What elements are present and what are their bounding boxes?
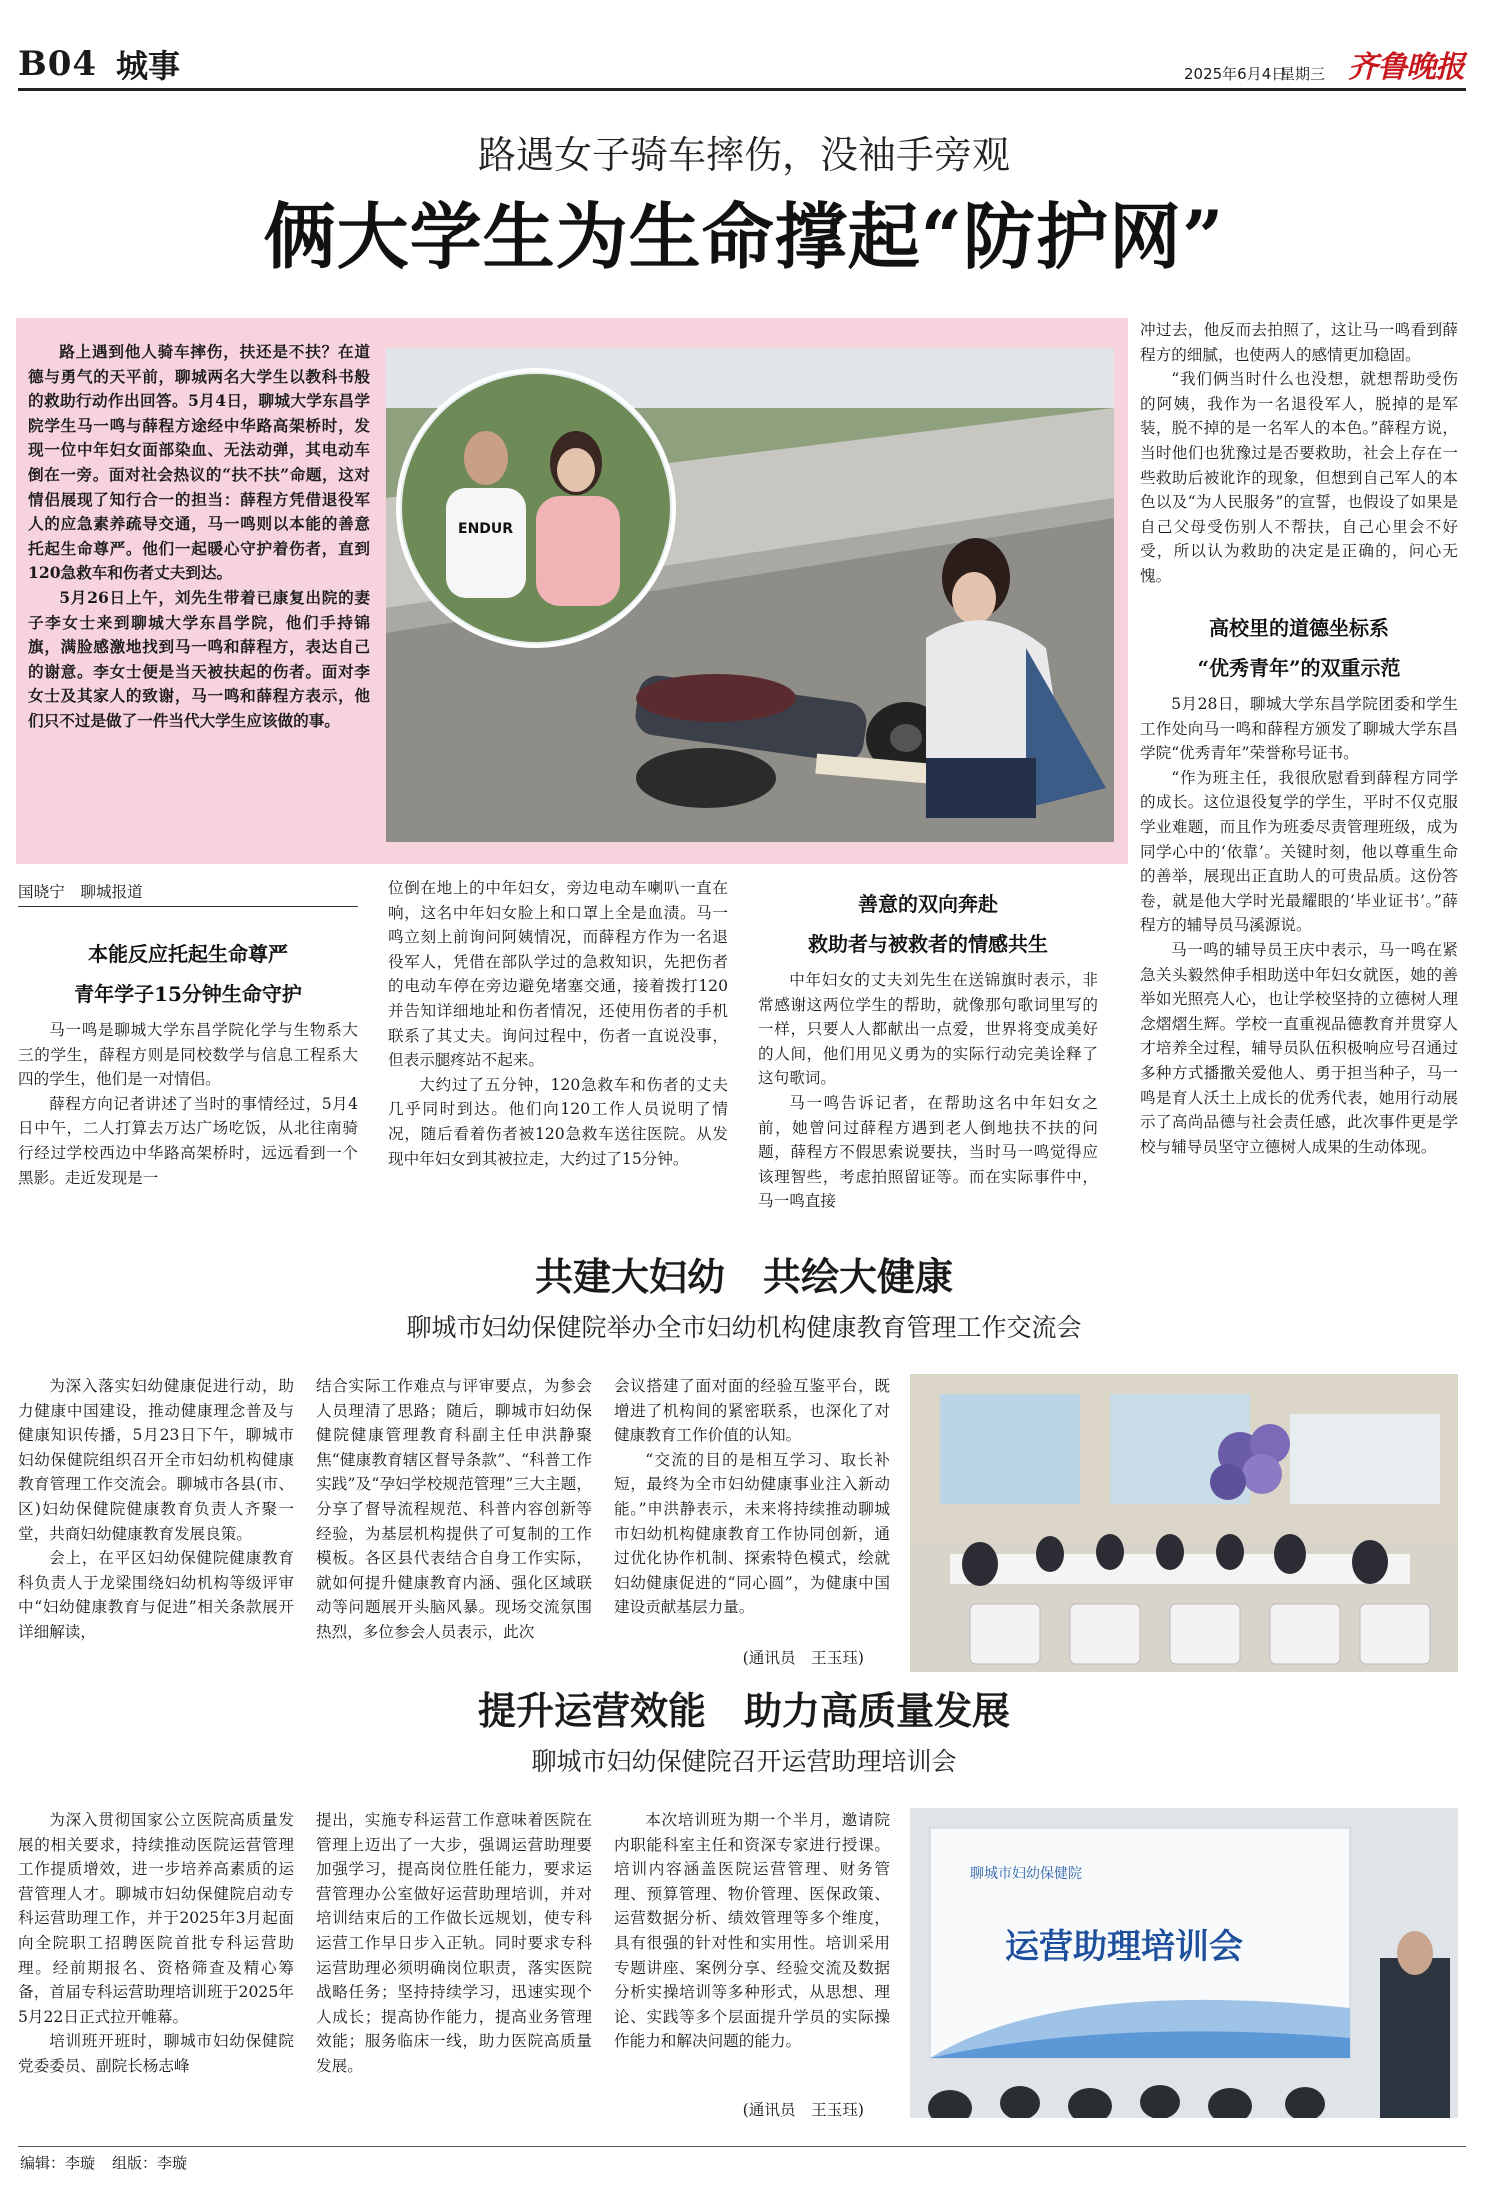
lead-text [28, 340, 370, 734]
screen-title-text: 运营助理培训会 [1005, 1927, 1243, 1967]
body-paragraph: 为深入落实妇幼健康促进行动，助力健康中国建设，推动健康理念普及与健康知识传播，5月23日下午，聊城市妇幼保健院组织召开全市妇幼机构健康教育管理工作交流会。聊城市各县(市、区)妇幼保健院健康教育负责人齐聚一堂，共商妇幼健康教育发展良策。 [18, 1377, 294, 1543]
article2-col2 [316, 1374, 592, 1645]
body-paragraph: 马一鸣的辅导员王庆中表示，马一鸣在紧急关头毅然伸手相助送中年妇女就医，她的善举如光照亮人心，也让学校坚持的立德树人理念熠熠生辉。学校一直重视品德教育并贯穿人才培养全过程，辅导员队伍积极响应号召通过多种方式播撒关爱他人、勇于担当种子，马一鸣是育人沃土上成长的优秀代表，她用行动展示了高尚品德与社会责任感，此次事件更是学校与辅导员坚守立德树人成果的生动体现。 [1140, 940, 1458, 1156]
section3-title-line1: 高校里的道德坐标系 [1209, 616, 1389, 640]
article2-col3 [614, 1374, 890, 1620]
body-paragraph: 中年妇女的丈夫刘先生在送锦旗时表示，非常感谢这两位学生的帮助，就像那句歌词里写的一样，只要人人都献出一点爱，世界将变成美好的人间，他们用见义勇为的实际行动完美诠释了这句歌词。 [758, 971, 1098, 1088]
article3-credit: (通讯员 王玉珏) [742, 2101, 864, 2119]
body-paragraph: 5月28日，聊城大学东昌学院团委和学生工作处向马一鸣和薛程方颁发了聊城大学东昌学院“优秀青年”荣誉称号证书。 [1140, 695, 1458, 763]
rescue-photo [386, 348, 1114, 842]
continuation-paragraph: 结合实际工作难点与评审要点，为参会人员理清了思路；随后，聊城市妇幼保健院健康管理教育科副主任申洪静聚焦“健康教育辖区督导条款”、“科普工作实践”及“孕妇学校规范管理”三大主题，分享了督导流程规范、科普内容创新等经验，为基层机构提供了可复制的工作模板。各区县代表结合自身工作实际，就如何提升健康教育内涵、强化区域联动等问题展开头脑风暴。现场交流氛围热烈，多位参会人员表示，此次 [316, 1377, 592, 1641]
section3-title-line2: “优秀青年”的双重示范 [1197, 656, 1401, 680]
continuation-paragraph: 冲过去，他反而去拍照了，这让马一鸣看到薛程方的细腻，也使两人的感情更加稳固。 [1140, 321, 1458, 364]
meeting-scene-illustration [910, 1374, 1458, 1672]
continuation-paragraph: 位倒在地上的中年妇女，旁边电动车喇叭一直在响，这名中年妇女脸上和口罩上全是血渍。马一鸣立刻上前询问阿姨情况，而薛程方作为一名退役军人，凭借在部队学过的急救知识，先把伤者的电动车停在旁边避免堵塞交通，接着拨打120并告知详细地址和伤者情况，还使用伤者的手机联系了其丈夫。询问过程中，伤者一直说没事，但表示腿疼站不起来。 [388, 879, 728, 1070]
section2-title-line2: 救助者与被救者的情感共生 [808, 932, 1048, 956]
masthead-rule [18, 88, 1466, 91]
byline-rule [18, 906, 358, 907]
continuation-paragraph: 会议搭建了面对面的经验互鉴平台，既增进了机构间的紧密联系，也深化了对健康教育工作价值的认知。 [614, 1377, 890, 1445]
article1-col1 [18, 1018, 358, 1190]
body-paragraph: “交流的目的是相互学习、取长补短，最终为全市妇幼健康事业注入新动能。”申洪静表示，未来将持续推动聊城市妇幼机构健康教育工作协同创新，通过优化协作机制、探索特色模式，绘就妇幼健康促进的“同心圆”，为健康中国建设贡献基层力量。 [614, 1450, 890, 1617]
article1-col3 [758, 968, 1098, 1214]
body-paragraph: 马一鸣告诉记者，在帮助这名中年妇女之前，她曾问过薛程方遇到老人倒地扶不扶的问题，薛程方不假思索说要扶，当时马一鸣觉得应该理智些，考虑拍照留证等。而在实际事件中，马一鸣直接 [758, 1093, 1098, 1211]
meeting-photo [910, 1374, 1458, 1672]
rescue-scene-illustration [386, 348, 1114, 842]
article3-col3 [614, 1808, 890, 2054]
training-photo [910, 1808, 1458, 2118]
body-paragraph: “我们俩当时什么也没想，就想帮助受伤的阿姨，我作为一名退役军人，脱掉的是军装，脱不掉的是一名军人的本色。”薛程方说，当时他们也犹豫过是否要救助，社会上存在一些救助后被讹诈的现象，但想到自己军人的本色以及“为人民服务”的宣誓，也假设了如果是自己父母受伤别人不帮扶，自己心里会不好受，所以认为救助的决定是正确的，问心无愧。 [1140, 370, 1458, 585]
lead-paragraph: 路上遇到他人骑车摔伤，扶还是不扶？在道德与勇气的天平前，聊城两名大学生以教科书般的救助行动作出回答。5月4日，聊城大学东昌学院学生马一鸣与薛程方途经中华路高架桥时，发现一位中年妇女面部染血、无法动弹，其电动车倒在一旁。面对社会热议的“扶不扶”命题，这对情侣展现了知行合一的担当：薛程方凭借退役军人的应急素养疏导交通，马一鸣则以本能的善意托起生命尊严。他们一起暖心守护着伤者，直到120急救车和伤者丈夫到达。 [28, 342, 370, 583]
article1-headline: 俩大学生为生命撑起“防护网” [263, 194, 1225, 279]
body-paragraph: 薛程方向记者讲述了当时的事情经过，5月4日中午，二人打算去万达广场吃饭，从北往南骑行经过学校西边中华路高架桥时，远远看到一个黑影。走近发现是一 [18, 1094, 358, 1187]
section-name: 城事 [116, 47, 181, 85]
continuation-paragraph: 提出，实施专科运营工作意味着医院在管理上迈出了一大步，强调运营助理要加强学习，提高岗位胜任能力，要求运营管理办公室做好运营助理培训，并对培训结束后的工作做长远规划，使专科运营工作早日步入正轨。同时要求专科运营助理必须明确岗位职责，落实医院战略任务；坚持持续学习，迅速实现个人成长；提高协作能力，提高业务管理效能；服务临床一线，助力医院高质量发展。 [316, 1811, 592, 2075]
section2-title [758, 884, 1098, 964]
screen-logo-text: 聊城市妇幼保健院 [970, 1866, 1082, 1882]
article3-col1 [18, 1808, 294, 2079]
article2-col1 [18, 1374, 294, 1645]
section1-title-line1: 本能反应托起生命尊严 [88, 942, 288, 966]
section2-title-line1: 善意的双向奔赴 [858, 892, 998, 916]
article2-subhead: 聊城市妇幼保健院举办全市妇幼机构健康教育管理工作交流会 [406, 1313, 1082, 1342]
chairs [970, 1604, 1430, 1664]
issue-date: 2025年6月4日 [1184, 65, 1287, 83]
body-paragraph: 培训班开班时，聊城市妇幼保健院党委委员、副院长杨志峰 [18, 2032, 294, 2075]
body-paragraph: “作为班主任，我很欣慰看到薛程方同学的成长。这位退役复学的学生，平时不仅克服学业难题，而且作为班委尽责管理班级，成为同学心中的‘依靠’。关键时刻，他以尊重生命的善举，展现出正直助人的可贵品质。这份答卷，就是他大学时光最耀眼的‘毕业证书’。”薛程方的辅导员马溪源说。 [1140, 768, 1458, 935]
footer-editor: 编辑：李璇 [20, 2154, 96, 2172]
section1-title-line2: 青年学子15分钟生命守护 [74, 982, 302, 1006]
page-code: B04 [18, 44, 98, 84]
section3-title [1140, 608, 1458, 688]
footer-rule [18, 2146, 1466, 2147]
training-scene-illustration [910, 1808, 1458, 2118]
issue-weekday: 星期三 [1280, 65, 1326, 83]
article1-kicker: 路遇女子骑车摔伤，没袖手旁观 [477, 133, 1010, 177]
article1-col4-top [1140, 318, 1458, 589]
byline: 国晓宁 聊城报道 [18, 883, 143, 901]
shirt-text: ENDUR [458, 521, 514, 537]
body-paragraph: 大约过了五分钟，120急救车和伤者的丈夫几乎同时到达。他们向120工作人员说明了情况，随后看着伤者被120急救车送往医院。从发现中年妇女到其被拉走，大约过了15分钟。 [388, 1075, 728, 1168]
article3-col2 [316, 1808, 592, 2079]
article3-subhead: 聊城市妇幼保健院召开运营助理培训会 [531, 1747, 957, 1776]
article1-col4-bottom [1140, 692, 1458, 1159]
lead-paragraph: 5月26日上午，刘先生带着已康复出院的妻子李女士来到聊城大学东昌学院，他们手持锦旗，满脸感激地找到马一鸣和薛程方，表达自己的谢意。李女士便是当天被扶起的伤者。面对李女士及其家人的致谢，马一鸣和薛程方表示，他们只不过是做了一件当代大学生应该做的事。 [28, 587, 370, 730]
body-paragraph: 本次培训班为期一个半月，邀请院内职能科室主任和资深专家进行授课。培训内容涵盖医院运营管理、财务管理、预算管理、物价管理、医保政策、运营数据分析、绩效管理等多个维度，具有很强的针对性和实用性。培训采用专题讲座、案例分享、经验交流及数据分析实操培训等多种形式，从思想、理论、实践等多个层面提升学员的实际操作能力和解决问题的能力。 [614, 1811, 890, 2051]
footer-layout: 组版：李璇 [112, 2154, 188, 2172]
body-paragraph: 马一鸣是聊城大学东昌学院化学与生物系大三的学生，薛程方则是同校数学与信息工程系大四的学生，他们是一对情侣。 [18, 1021, 358, 1089]
paper-logo: 齐鲁晚报 [1348, 50, 1464, 85]
masthead [18, 34, 1466, 94]
body-paragraph: 为深入贯彻国家公立医院高质量发展的相关要求，持续推动医院运营管理工作提质增效，进一步培养高素质的运营管理人才。聊城市妇幼保健院启动专科运营助理工作，并于2025年3月起面向全院职工招聘医院首批专科运营助理。经前期报名、资格筛查及精心筹备，首届专科运营助理培训班于2025年5月22日正式拉开帷幕。 [18, 1811, 294, 2026]
section1-title [18, 934, 358, 1014]
article3-headline: 提升运营效能 助力高质量发展 [477, 1688, 1010, 1733]
body-paragraph: 会上，在平区妇幼保健院健康教育科负责人于龙梁围绕妇幼机构等级评审中“妇幼健康教育与促进”相关条款展开详细解读， [18, 1549, 294, 1641]
article2-credit: (通讯员 王玉珏) [742, 1649, 864, 1667]
article1-col2 [388, 876, 728, 1171]
article2-headline: 共建大妇幼 共绘大健康 [534, 1254, 953, 1299]
